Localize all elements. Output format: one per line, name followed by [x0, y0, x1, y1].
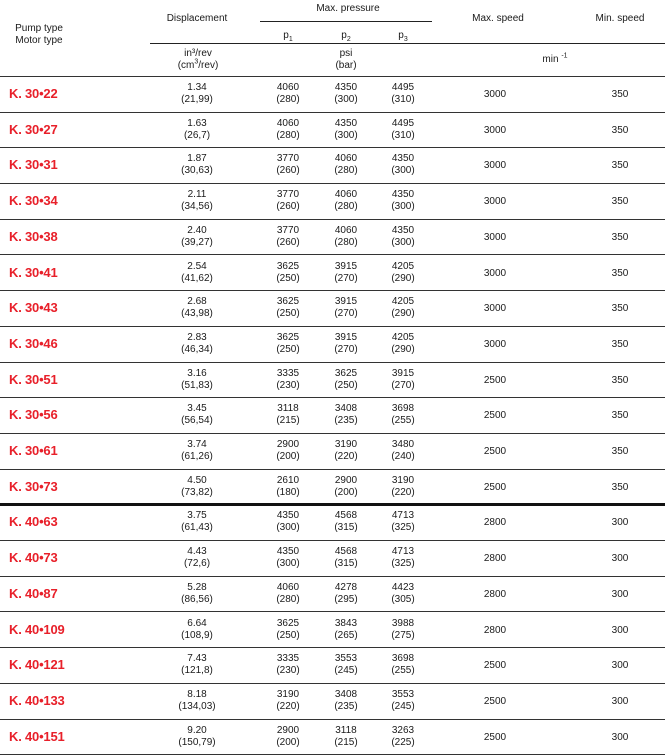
max-speed-cell: 2800 — [483, 553, 507, 565]
header-max-speed: Max. speed — [472, 13, 524, 24]
displacement-cell — [157, 189, 237, 213]
displacement-cell — [157, 261, 237, 285]
pressure-p2-cell-primary: 4278 — [334, 581, 358, 593]
pressure-p2-cell-primary: 4350 — [334, 117, 358, 129]
pressure-p1-cell-primary: 3625 — [276, 296, 300, 308]
pressure-p1-cell-primary: 2900 — [276, 439, 300, 450]
pump-type-label: K. 30•34 — [9, 193, 58, 209]
displacement-cell-secondary: (56,54) — [181, 415, 213, 427]
pressure-p2-cell-primary: 3915 — [334, 296, 358, 308]
displacement-cell-secondary: (41,62) — [181, 272, 213, 284]
pressure-p3-cell-primary: 4713 — [391, 546, 415, 558]
min-speed-cell: 300 — [611, 517, 629, 529]
unit-displacement-in: in³/rev — [184, 48, 212, 59]
displacement-cell — [157, 510, 237, 534]
max-speed-cell: 2500 — [483, 374, 507, 386]
pressure-p1-cell-primary: 3770 — [276, 189, 300, 201]
pressure-p2-cell-secondary: (280) — [334, 165, 358, 177]
pressure-p3-cell — [363, 510, 443, 534]
displacement-cell-primary: 7.43 — [187, 653, 207, 665]
pressure-p1-cell-primary: 3335 — [276, 653, 300, 665]
pressure-p2-cell-primary: 4568 — [334, 546, 358, 558]
pressure-p3-cell — [363, 368, 443, 392]
pressure-p1-cell-primary: 4060 — [276, 82, 300, 93]
pressure-p3-cell — [363, 296, 443, 320]
pressure-p2-cell-primary: 3190 — [334, 439, 358, 450]
pressure-p3-cell-primary: 3190 — [391, 474, 415, 486]
max-speed-cell: 2500 — [483, 731, 507, 743]
displacement-cell — [157, 582, 237, 606]
header-p1: $p_1$ — [283, 30, 293, 43]
pressure-p3-cell-secondary: (270) — [391, 379, 415, 391]
pressure-p3-cell-secondary: (290) — [391, 343, 415, 355]
pump-type-label: K. 40•109 — [9, 621, 65, 637]
displacement-cell — [157, 618, 237, 642]
pump-type-label: K. 30•73 — [9, 478, 58, 494]
min-speed-cell: 350 — [611, 89, 629, 100]
pressure-p3-cell-primary: 4205 — [391, 331, 415, 343]
table-row — [0, 577, 665, 613]
displacement-cell-secondary: (108,9) — [181, 629, 213, 641]
pressure-p3-cell-primary: 4350 — [391, 189, 415, 201]
pump-type-label: K. 30•31 — [9, 157, 58, 173]
unit-pressure-bar: (bar) — [335, 60, 357, 71]
table-row — [0, 113, 665, 149]
pressure-p2-cell-secondary: (200) — [334, 486, 358, 498]
pressure-p3-cell — [363, 261, 443, 285]
pressure-p2-cell-primary: 4060 — [334, 224, 358, 236]
displacement-cell-primary: 6.64 — [187, 617, 207, 629]
max-speed-cell: 2800 — [483, 588, 507, 600]
max-speed-cell: 2500 — [483, 481, 507, 493]
pressure-p3-cell-secondary: (300) — [391, 201, 415, 213]
pressure-p2-cell-primary: 4568 — [334, 510, 358, 522]
min-speed-cell: 300 — [611, 660, 629, 672]
pressure-p3-cell — [363, 403, 443, 427]
pressure-p1-cell-primary: 3770 — [276, 224, 300, 236]
displacement-cell — [157, 118, 237, 142]
pressure-p1-cell-primary: 3625 — [276, 331, 300, 343]
unit-pressure-psi: psi — [339, 48, 353, 59]
pressure-p3-cell-secondary: (225) — [391, 736, 415, 748]
pressure-p2-cell-primary: 3408 — [334, 403, 358, 415]
pressure-p3-cell-primary: 3915 — [391, 367, 415, 379]
header-p3: $p_3$ — [398, 30, 408, 43]
pressure-p1-cell-secondary: (230) — [276, 665, 300, 677]
pressure-p1-cell-secondary: (215) — [276, 415, 300, 427]
displacement-cell-primary: 1.87 — [187, 153, 207, 165]
max-speed-cell: 3000 — [483, 196, 507, 208]
displacement-cell-secondary: (51,83) — [181, 379, 213, 391]
table-row — [0, 613, 665, 649]
pressure-p1-cell-primary: 2610 — [276, 474, 300, 486]
header-pump-type: Pump type — [15, 23, 63, 34]
pressure-p2-cell-primary: 3553 — [334, 653, 358, 665]
displacement-cell-secondary: (134,03) — [178, 700, 216, 712]
pressure-p3-cell — [363, 189, 443, 213]
min-speed-cell: 300 — [611, 695, 629, 707]
table-row — [0, 648, 665, 684]
pressure-p3-cell-primary: 4713 — [391, 510, 415, 522]
pressure-p2-cell-secondary: (220) — [334, 451, 358, 462]
pressure-p3-cell-primary: 4205 — [391, 296, 415, 308]
pressure-p3-cell-primary: 3988 — [391, 617, 415, 629]
displacement-cell-secondary: (86,56) — [181, 593, 213, 605]
pressure-p2-cell-secondary: (280) — [334, 236, 358, 248]
pressure-p3-cell-secondary: (305) — [391, 593, 415, 605]
displacement-cell-primary: 4.50 — [187, 474, 207, 486]
max-speed-cell: 2500 — [483, 660, 507, 672]
pressure-p2-cell-secondary: (270) — [334, 272, 358, 284]
pressure-p1-cell-primary: 4350 — [276, 510, 300, 522]
displacement-cell-primary: 3.75 — [187, 510, 207, 522]
min-speed-cell: 350 — [611, 374, 629, 386]
pressure-p3-cell-secondary: (300) — [391, 236, 415, 248]
min-speed-cell: 350 — [611, 196, 629, 208]
pump-type-label: K. 30•43 — [9, 300, 58, 316]
pressure-p3-cell-secondary: (290) — [391, 308, 415, 320]
pressure-p3-cell — [363, 118, 443, 142]
pressure-p1-cell-secondary: (280) — [276, 593, 300, 605]
pressure-p1-cell-secondary: (260) — [276, 165, 300, 177]
pressure-p1-cell-secondary: (200) — [276, 736, 300, 748]
displacement-cell-secondary: (61,26) — [181, 451, 213, 462]
max-speed-cell: 3000 — [483, 303, 507, 315]
pump-type-label: K. 40•87 — [9, 585, 58, 601]
displacement-cell-primary: 2.54 — [187, 260, 207, 272]
displacement-cell-secondary: (30,63) — [181, 165, 213, 177]
pressure-p2-cell-secondary: (245) — [334, 665, 358, 677]
pressure-p3-cell-secondary: (310) — [391, 94, 415, 105]
pressure-p3-cell-secondary: (245) — [391, 700, 415, 712]
header-max-pressure: Max. pressure — [316, 3, 380, 14]
pressure-p3-cell — [363, 618, 443, 642]
table-row — [0, 291, 665, 327]
pressure-p1-cell-secondary: (250) — [276, 308, 300, 320]
pressure-p2-cell-secondary: (315) — [334, 558, 358, 570]
pressure-p3-cell-secondary: (255) — [391, 665, 415, 677]
pressure-p3-cell — [363, 153, 443, 177]
pressure-p1-cell-secondary: (300) — [276, 522, 300, 534]
table-row — [0, 327, 665, 363]
pressure-p3-cell — [363, 725, 443, 749]
header-motor-type: Motor type — [15, 35, 63, 46]
pressure-p2-cell-secondary: (215) — [334, 736, 358, 748]
unit-displacement-cm: $(cm^3/rev)$ — [177, 58, 219, 71]
units-rule — [150, 43, 665, 44]
max-speed-cell: 3000 — [483, 124, 507, 136]
min-speed-cell: 350 — [611, 446, 629, 457]
pressure-p2-cell-secondary: (295) — [334, 593, 358, 605]
table-row — [0, 77, 665, 113]
displacement-cell-primary: 5.28 — [187, 581, 207, 593]
displacement-cell — [157, 82, 237, 106]
pressure-p1-cell-primary: 4060 — [276, 117, 300, 129]
table-row — [0, 541, 665, 577]
pressure-p1-cell-secondary: (280) — [276, 94, 300, 105]
max-pressure-rule — [260, 21, 432, 22]
pressure-p2-cell-primary: 4060 — [334, 189, 358, 201]
pressure-p2-cell-secondary: (250) — [334, 379, 358, 391]
pressure-p1-cell-secondary: (280) — [276, 129, 300, 141]
max-speed-cell: 3000 — [483, 231, 507, 243]
pressure-p1-cell-secondary: (260) — [276, 201, 300, 213]
pressure-p3-cell-secondary: (310) — [391, 129, 415, 141]
pressure-p3-cell-secondary: (220) — [391, 486, 415, 498]
pump-type-label: K. 30•51 — [9, 371, 58, 387]
pressure-p3-cell-primary: 4205 — [391, 260, 415, 272]
table-row — [0, 256, 665, 292]
displacement-cell — [157, 439, 237, 463]
min-speed-cell: 350 — [611, 267, 629, 279]
max-speed-cell: 2800 — [483, 624, 507, 636]
displacement-cell-secondary: (21,99) — [181, 94, 213, 105]
displacement-cell-secondary: (72,6) — [183, 558, 211, 570]
displacement-cell — [157, 546, 237, 570]
table-row — [0, 470, 665, 506]
min-speed-cell: 350 — [611, 124, 629, 136]
displacement-cell-primary: 8.18 — [187, 688, 207, 700]
min-speed-cell: 350 — [611, 303, 629, 315]
min-speed-cell: 350 — [611, 338, 629, 350]
pressure-p2-cell-primary: 3915 — [334, 331, 358, 343]
table-row — [0, 148, 665, 184]
pressure-p1-cell-secondary: (220) — [276, 700, 300, 712]
displacement-cell-secondary: (39,27) — [181, 236, 213, 248]
displacement-cell-primary: 2.40 — [187, 224, 207, 236]
table-row — [0, 184, 665, 220]
displacement-cell-primary: 1.34 — [187, 82, 207, 93]
displacement-cell — [157, 403, 237, 427]
pressure-p3-cell-primary: 4495 — [391, 117, 415, 129]
pressure-p2-cell-secondary: (315) — [334, 522, 358, 534]
unit-speed: min $^{-1}$ — [542, 52, 568, 65]
displacement-cell-primary: 3.45 — [187, 403, 207, 415]
displacement-cell-primary: 2.83 — [187, 331, 207, 343]
min-speed-cell: 350 — [611, 231, 629, 243]
max-speed-cell: 2500 — [483, 446, 507, 457]
pump-type-label: K. 40•151 — [9, 728, 65, 744]
pressure-p1-cell-secondary: (180) — [276, 486, 300, 498]
max-speed-cell: 3000 — [483, 160, 507, 172]
pressure-p3-cell — [363, 82, 443, 106]
displacement-cell-secondary: (34,56) — [181, 201, 213, 213]
pressure-p3-cell-secondary: (300) — [391, 165, 415, 177]
pressure-p1-cell-primary: 3625 — [276, 260, 300, 272]
pressure-p3-cell-secondary: (290) — [391, 272, 415, 284]
header-p2: $p_2$ — [341, 30, 351, 43]
pump-type-label: K. 40•133 — [9, 692, 65, 708]
pressure-p1-cell-primary: 4060 — [276, 581, 300, 593]
pressure-p2-cell-secondary: (270) — [334, 343, 358, 355]
pressure-p3-cell — [363, 653, 443, 677]
pressure-p1-cell-secondary: (230) — [276, 379, 300, 391]
pressure-p2-cell-secondary: (300) — [334, 94, 358, 105]
displacement-cell-secondary: (26,7) — [183, 129, 211, 141]
displacement-cell — [157, 296, 237, 320]
displacement-cell-secondary: (121,8) — [181, 665, 213, 677]
pressure-p1-cell-primary: 3118 — [277, 403, 299, 415]
table-row — [0, 434, 665, 470]
pump-type-label: K. 40•121 — [9, 657, 65, 673]
displacement-cell-primary: 3.74 — [187, 439, 207, 450]
displacement-cell — [157, 332, 237, 356]
min-speed-cell: 300 — [611, 624, 629, 636]
displacement-cell-primary: 2.68 — [187, 296, 207, 308]
pressure-p3-cell — [363, 546, 443, 570]
pressure-p1-cell-primary: 3190 — [276, 688, 300, 700]
table-row — [0, 220, 665, 256]
pressure-p2-cell-secondary: (270) — [334, 308, 358, 320]
pressure-p1-cell-primary: 3770 — [276, 153, 300, 165]
pump-type-label: K. 30•22 — [9, 86, 58, 101]
table-row — [0, 505, 665, 541]
pressure-p3-cell-primary: 3698 — [391, 403, 415, 415]
pressure-p2-cell-primary: 3915 — [334, 260, 358, 272]
pressure-p3-cell-primary: 3480 — [391, 439, 415, 450]
min-speed-cell: 350 — [611, 410, 629, 422]
pressure-p3-cell-primary: 4423 — [391, 581, 415, 593]
pressure-p2-cell-primary: 4060 — [334, 153, 358, 165]
pressure-p3-cell-primary: 4350 — [391, 224, 415, 236]
table-row — [0, 720, 665, 755]
min-speed-cell: 300 — [611, 731, 629, 743]
pressure-p2-cell-secondary: (265) — [334, 629, 358, 641]
min-speed-cell: 300 — [611, 588, 629, 600]
pressure-p3-cell-secondary: (325) — [391, 522, 415, 534]
pump-type-label: K. 30•38 — [9, 228, 58, 244]
max-speed-cell: 3000 — [483, 338, 507, 350]
pressure-p3-cell-secondary: (275) — [391, 629, 415, 641]
max-speed-cell: 2800 — [483, 517, 507, 529]
pressure-p3-cell-primary: 3263 — [391, 724, 415, 736]
displacement-cell — [157, 153, 237, 177]
min-speed-cell: 300 — [611, 553, 629, 565]
header-displacement: Displacement — [166, 13, 228, 24]
pressure-p1-cell-secondary: (200) — [276, 451, 300, 462]
pump-type-label: K. 30•46 — [9, 335, 58, 351]
displacement-cell-primary: 9.20 — [187, 724, 207, 736]
pressure-p1-cell-secondary: (250) — [276, 629, 300, 641]
pump-type-label: K. 30•27 — [9, 121, 58, 137]
displacement-cell — [157, 225, 237, 249]
max-speed-cell: 3000 — [483, 267, 507, 279]
pressure-p2-cell-secondary: (235) — [334, 700, 358, 712]
displacement-cell — [157, 475, 237, 499]
min-speed-cell: 350 — [611, 160, 629, 172]
displacement-cell-secondary: (150,79) — [178, 736, 216, 748]
displacement-cell-primary: 2.11 — [187, 189, 207, 201]
pressure-p2-cell-secondary: (300) — [334, 129, 358, 141]
pressure-p2-cell-primary: 3625 — [334, 367, 358, 379]
pressure-p1-cell-primary: 2900 — [276, 724, 300, 736]
pressure-p2-cell-primary: 3118 — [335, 724, 357, 736]
table-row — [0, 363, 665, 399]
displacement-cell — [157, 689, 237, 713]
max-speed-cell: 3000 — [483, 89, 507, 100]
pressure-p1-cell-primary: 4350 — [276, 546, 300, 558]
pressure-p2-cell-primary: 2900 — [334, 474, 358, 486]
pressure-p3-cell-primary: 3698 — [391, 653, 415, 665]
pressure-p3-cell-secondary: (325) — [391, 558, 415, 570]
pump-type-label: K. 40•73 — [9, 550, 58, 566]
pressure-p3-cell-primary: 4495 — [391, 82, 415, 93]
table-row — [0, 684, 665, 720]
pressure-p1-cell-secondary: (300) — [276, 558, 300, 570]
displacement-cell-primary: 4.43 — [187, 546, 207, 558]
header-min-speed: Min. speed — [595, 13, 645, 24]
displacement-cell — [157, 653, 237, 677]
max-speed-cell: 2500 — [483, 695, 507, 707]
displacement-cell-secondary: (73,82) — [181, 486, 213, 498]
pressure-p3-cell-primary: 4350 — [391, 153, 415, 165]
max-speed-cell: 2500 — [483, 410, 507, 422]
pressure-p1-cell-primary: 3625 — [276, 617, 300, 629]
pressure-p2-cell-secondary: (235) — [334, 415, 358, 427]
pressure-p3-cell — [363, 332, 443, 356]
pressure-p3-cell-secondary: (240) — [391, 451, 415, 462]
pressure-p3-cell-secondary: (255) — [391, 415, 415, 427]
displacement-cell-primary: 3.16 — [187, 367, 207, 379]
displacement-cell — [157, 368, 237, 392]
pressure-p2-cell-primary: 3408 — [334, 688, 358, 700]
pressure-p3-cell — [363, 225, 443, 249]
displacement-cell-secondary: (61,43) — [181, 522, 213, 534]
pressure-p1-cell-secondary: (260) — [276, 236, 300, 248]
pressure-p3-cell — [363, 439, 443, 463]
pressure-p1-cell-primary: 3335 — [276, 367, 300, 379]
pump-type-label: K. 30•56 — [9, 407, 58, 423]
displacement-cell — [157, 725, 237, 749]
pump-type-label: K. 30•61 — [9, 443, 58, 458]
pump-type-label: K. 40•63 — [9, 514, 58, 530]
pressure-p2-cell-primary: 4350 — [334, 82, 358, 93]
displacement-cell-secondary: (43,98) — [181, 308, 213, 320]
pressure-p3-cell — [363, 475, 443, 499]
pressure-p2-cell-secondary: (280) — [334, 201, 358, 213]
pressure-p1-cell-secondary: (250) — [276, 272, 300, 284]
pressure-p3-cell-primary: 3553 — [391, 688, 415, 700]
pressure-p2-cell-primary: 3843 — [334, 617, 358, 629]
table-row — [0, 398, 665, 434]
displacement-cell-primary: 1.63 — [187, 117, 207, 129]
min-speed-cell: 350 — [611, 481, 629, 493]
pump-type-label: K. 30•41 — [9, 264, 58, 280]
pressure-p3-cell — [363, 582, 443, 606]
pressure-p1-cell-secondary: (250) — [276, 343, 300, 355]
displacement-cell-secondary: (46,34) — [181, 343, 213, 355]
pressure-p3-cell — [363, 689, 443, 713]
